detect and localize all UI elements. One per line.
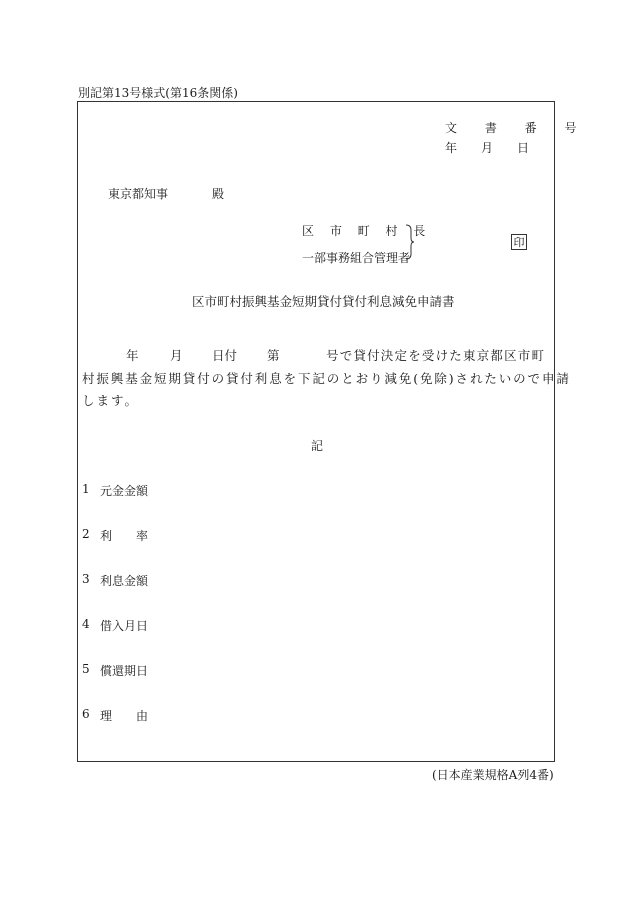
item-repayment-date: 償還期日 <box>100 664 149 678</box>
item-number: 2 <box>82 527 90 541</box>
item-number: 4 <box>82 617 90 631</box>
body-line1: 号で貸付決定を受けた東京都区市町 <box>326 348 546 363</box>
form-number-label: 別記第13号様式(第16条関係) <box>78 86 238 100</box>
addressee: 東京都知事 <box>108 187 169 201</box>
item-number: 3 <box>82 572 90 586</box>
date-month-label: 月 <box>481 141 494 155</box>
body-day: 日付 <box>212 348 238 363</box>
item-interest-rate: 利 率 <box>100 529 149 543</box>
item-number: 1 <box>82 482 90 496</box>
ki-heading: 記 <box>311 439 324 453</box>
applicant-association-manager: 一部事務組合管理者 <box>302 251 411 265</box>
body-line3: します。 <box>82 393 140 408</box>
document-number-label: 文 書 番 号 <box>445 121 589 135</box>
brace-icon <box>405 224 415 260</box>
honorific: 殿 <box>212 187 225 201</box>
date-day-label: 日 <box>517 141 530 155</box>
item-reason: 理 由 <box>100 709 149 723</box>
seal-mark: 印 <box>511 234 527 250</box>
paper-size-note: (日本産業規格A列4番) <box>432 768 554 782</box>
document-title: 区市町村振興基金短期貸付貸付利息減免申請書 <box>192 294 455 309</box>
item-number: 6 <box>82 707 90 721</box>
body-number-prefix: 第 <box>267 348 280 363</box>
item-borrowing-date: 借入月日 <box>100 619 149 633</box>
item-interest-amount: 利息金額 <box>100 574 149 588</box>
applicant-municipal-head: 区 市 町 村 長 <box>302 224 432 238</box>
body-month: 月 <box>170 348 183 363</box>
body-year: 年 <box>126 348 139 363</box>
item-number: 5 <box>82 662 90 676</box>
item-principal-amount: 元金金額 <box>100 484 149 498</box>
date-year-label: 年 <box>445 141 458 155</box>
body-line2: 村振興基金短期貸付の貸付利息を下記のとおり減免(免除)されたいので申請 <box>82 371 571 386</box>
